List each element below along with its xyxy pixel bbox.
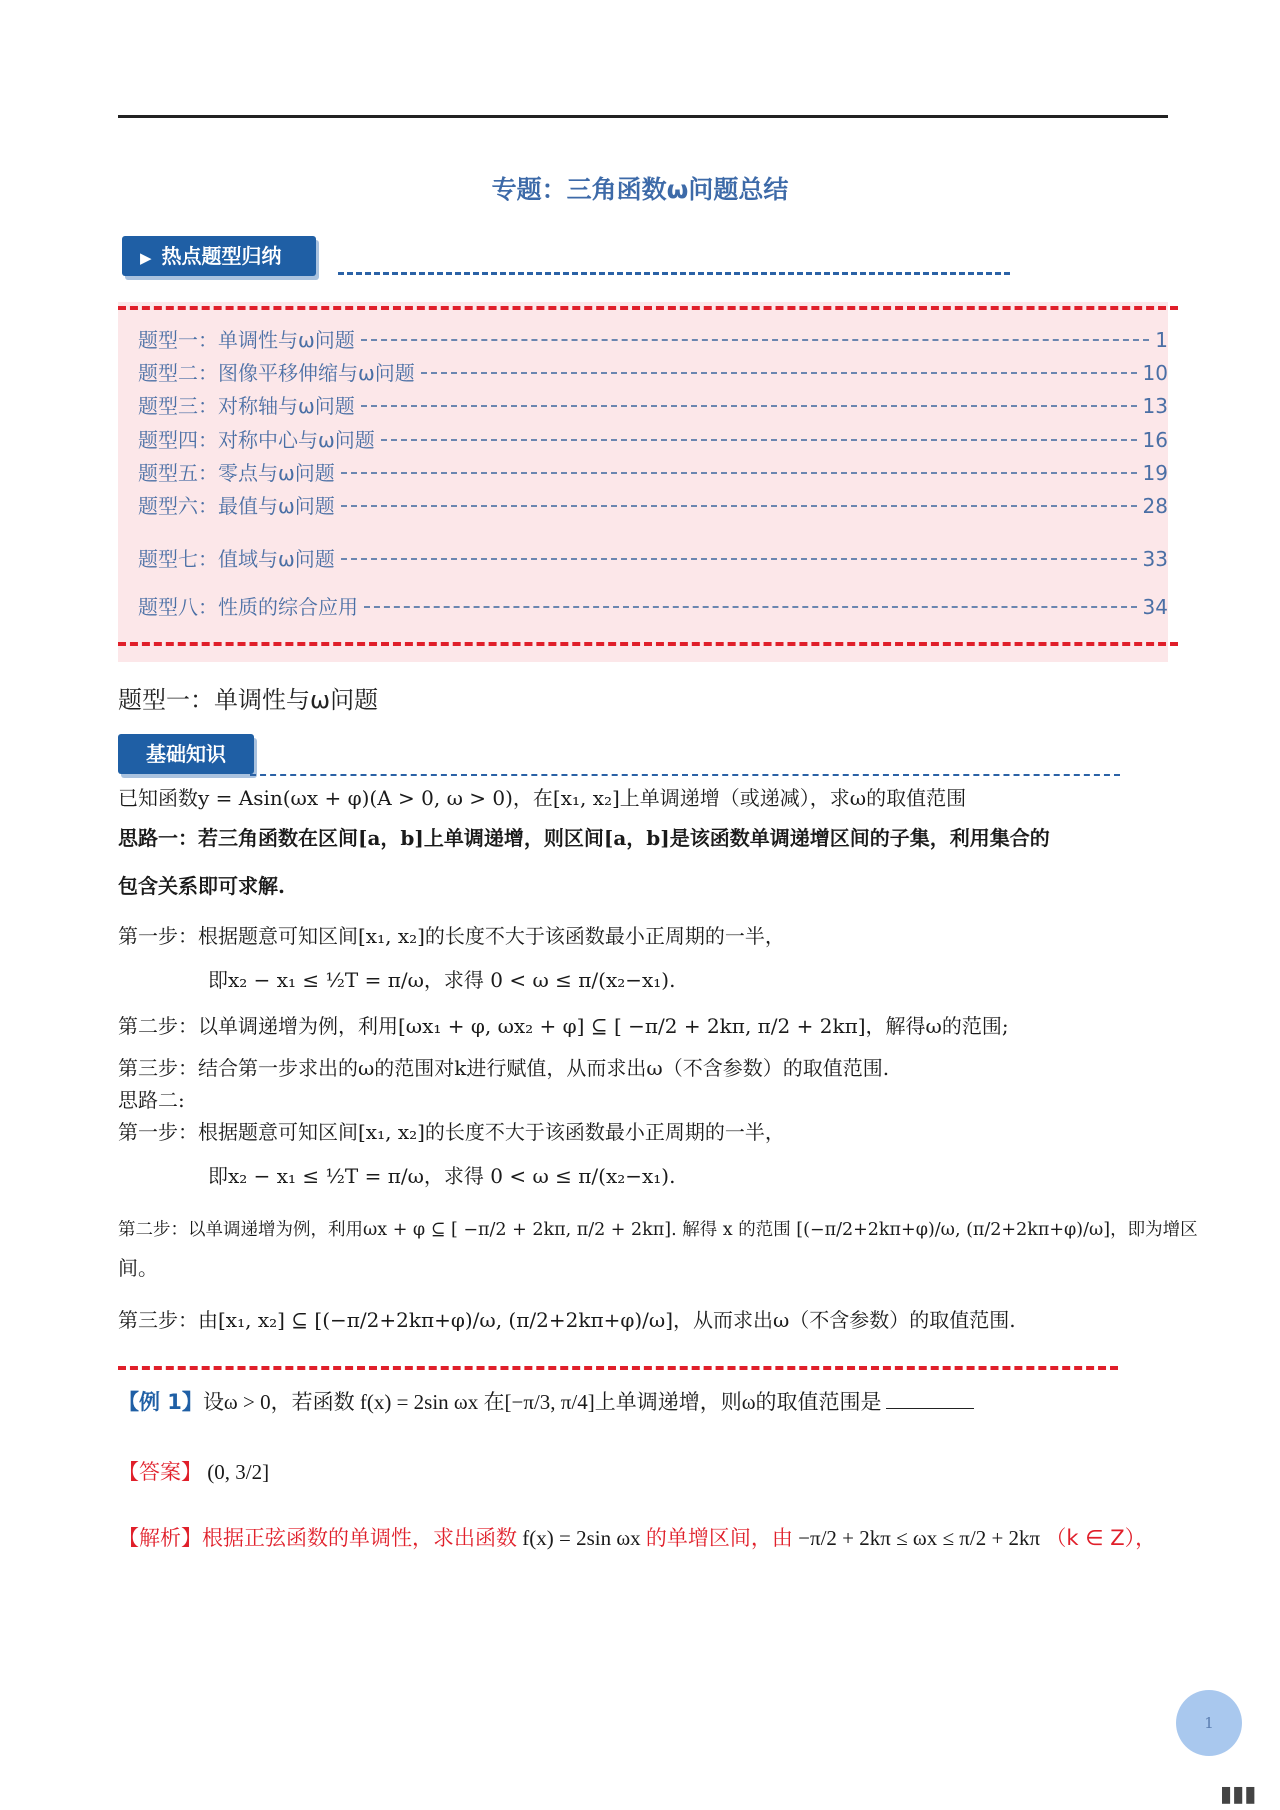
banner-label: 热点题型归纳 xyxy=(161,244,282,268)
answer-line xyxy=(118,1456,269,1486)
step-three: 第三步：结合第一步求出的ω的范围对k进行赋值，从而求出ω（不含参数）的取值范围. xyxy=(118,1056,890,1080)
play-arrow-icon: ▶ xyxy=(140,249,152,267)
page-number-badge: 1 xyxy=(1176,1690,1242,1756)
analysis-tag: 【解析】 xyxy=(118,1526,202,1550)
example-tag: 【例 1】 xyxy=(118,1390,203,1414)
knowledge-label: 基础知识 xyxy=(118,734,254,774)
idea-one-text-cont: 包含关系即可求解. xyxy=(118,874,285,898)
premise-text: 已知函数y = Asin(ωx + φ)(A > 0, ω > 0)，在[x₁, x₂]上单调递增（或递减），求ω的取值范围 xyxy=(118,786,967,810)
step-two-b: 第二步：以单调递增为例，利用ωx + φ ⊆ [ −π/2 + 2kπ, π/2 + 2kπ]. 解得 x 的范围 [(−π/2+2kπ+φ)/ω, (π/2+2kπ+φ)/ω]，即为增区 xyxy=(118,1220,1198,1240)
toc-entry[interactable]: 题型六：最值与ω问题 28 xyxy=(138,494,1168,518)
corner-mark-icon: ▮▮▮ xyxy=(1220,1782,1257,1807)
section-heading: 题型一：单调性与ω问题 xyxy=(118,686,379,714)
step-one-formula: 即x₂ − x₁ ≤ ½T = π/ω，求得 0 < ω ≤ π/(x₂−x₁). xyxy=(208,968,676,992)
toc-entry[interactable]: 题型二：图像平移伸缩与ω问题 10 xyxy=(138,361,1168,385)
toc-top-border xyxy=(118,306,1178,310)
step-one: 第一步：根据题意可知区间[x₁, x₂]的长度不大于该函数最小正周期的一半， xyxy=(118,924,785,948)
toc-entry[interactable]: 题型一：单调性与ω问题 1 xyxy=(138,328,1168,352)
analysis-line: 【解析】根据正弦函数的单调性，求出函数 f(x) = 2sin ωx 的单增区间，由 −π/2 + 2kπ ≤ ωx ≤ π/2 + 2kπ （k ∈ Z）， xyxy=(118,1526,1157,1550)
toc-entry[interactable]: 题型四：对称中心与ω问题 16 xyxy=(138,428,1168,452)
red-separator xyxy=(118,1366,1118,1370)
idea-one-text: 思路一：若三角函数在区间[a，b]上单调递增，则区间[a，b]是该函数单调递增区间的子集，利用集合的 xyxy=(118,826,1050,850)
example-text: 设ω > 0，若函数 f(x) = 2sin ωx 在[−π/3, π/4]上单调递增，则ω的取值范围是 xyxy=(202,1390,882,1414)
toc-bottom-border xyxy=(118,642,1178,646)
top-rule xyxy=(118,115,1168,118)
document-title: 专题：三角函数ω问题总结 xyxy=(491,175,789,204)
toc-entry[interactable]: 题型八：性质的综合应用 34 xyxy=(138,595,1168,619)
answer-value: (0, 3/2] xyxy=(207,1460,270,1484)
step-three-b: 第三步：由[x₁, x₂] ⊆ [(−π/2+2kπ+φ)/ω, (π/2+2kπ+φ)/ω]，从而求出ω（不含参数）的取值范围. xyxy=(118,1308,1016,1332)
idea-two-label: 思路二: xyxy=(118,1088,185,1112)
step-two: 第二步：以单调递增为例，利用[ωx₁ + φ, ωx₂ + φ] ⊆ [ −π/2 + 2kπ, π/2 + 2kπ]，解得ω的范围; xyxy=(118,1014,1009,1038)
toc-entry[interactable]: 题型七：值域与ω问题 33 xyxy=(138,547,1168,571)
step-one-b: 第一步：根据题意可知区间[x₁, x₂]的长度不大于该函数最小正周期的一半， xyxy=(118,1120,785,1144)
banner-dash-line xyxy=(338,272,1010,275)
step-two-b-cont: 间。 xyxy=(118,1256,158,1280)
answer-blank xyxy=(886,1408,974,1409)
answer-tag: 【答案】 xyxy=(118,1460,202,1484)
toc-entry[interactable]: 题型五：零点与ω问题 19 xyxy=(138,461,1168,485)
knowledge-dash-line xyxy=(250,774,1120,776)
toc-entry[interactable]: 题型三：对称轴与ω问题 13 xyxy=(138,394,1168,418)
hot-topics-banner xyxy=(122,236,316,276)
example-1 xyxy=(118,1386,974,1416)
step-one-b-formula: 即x₂ − x₁ ≤ ½T = π/ω，求得 0 < ω ≤ π/(x₂−x₁). xyxy=(208,1164,676,1188)
